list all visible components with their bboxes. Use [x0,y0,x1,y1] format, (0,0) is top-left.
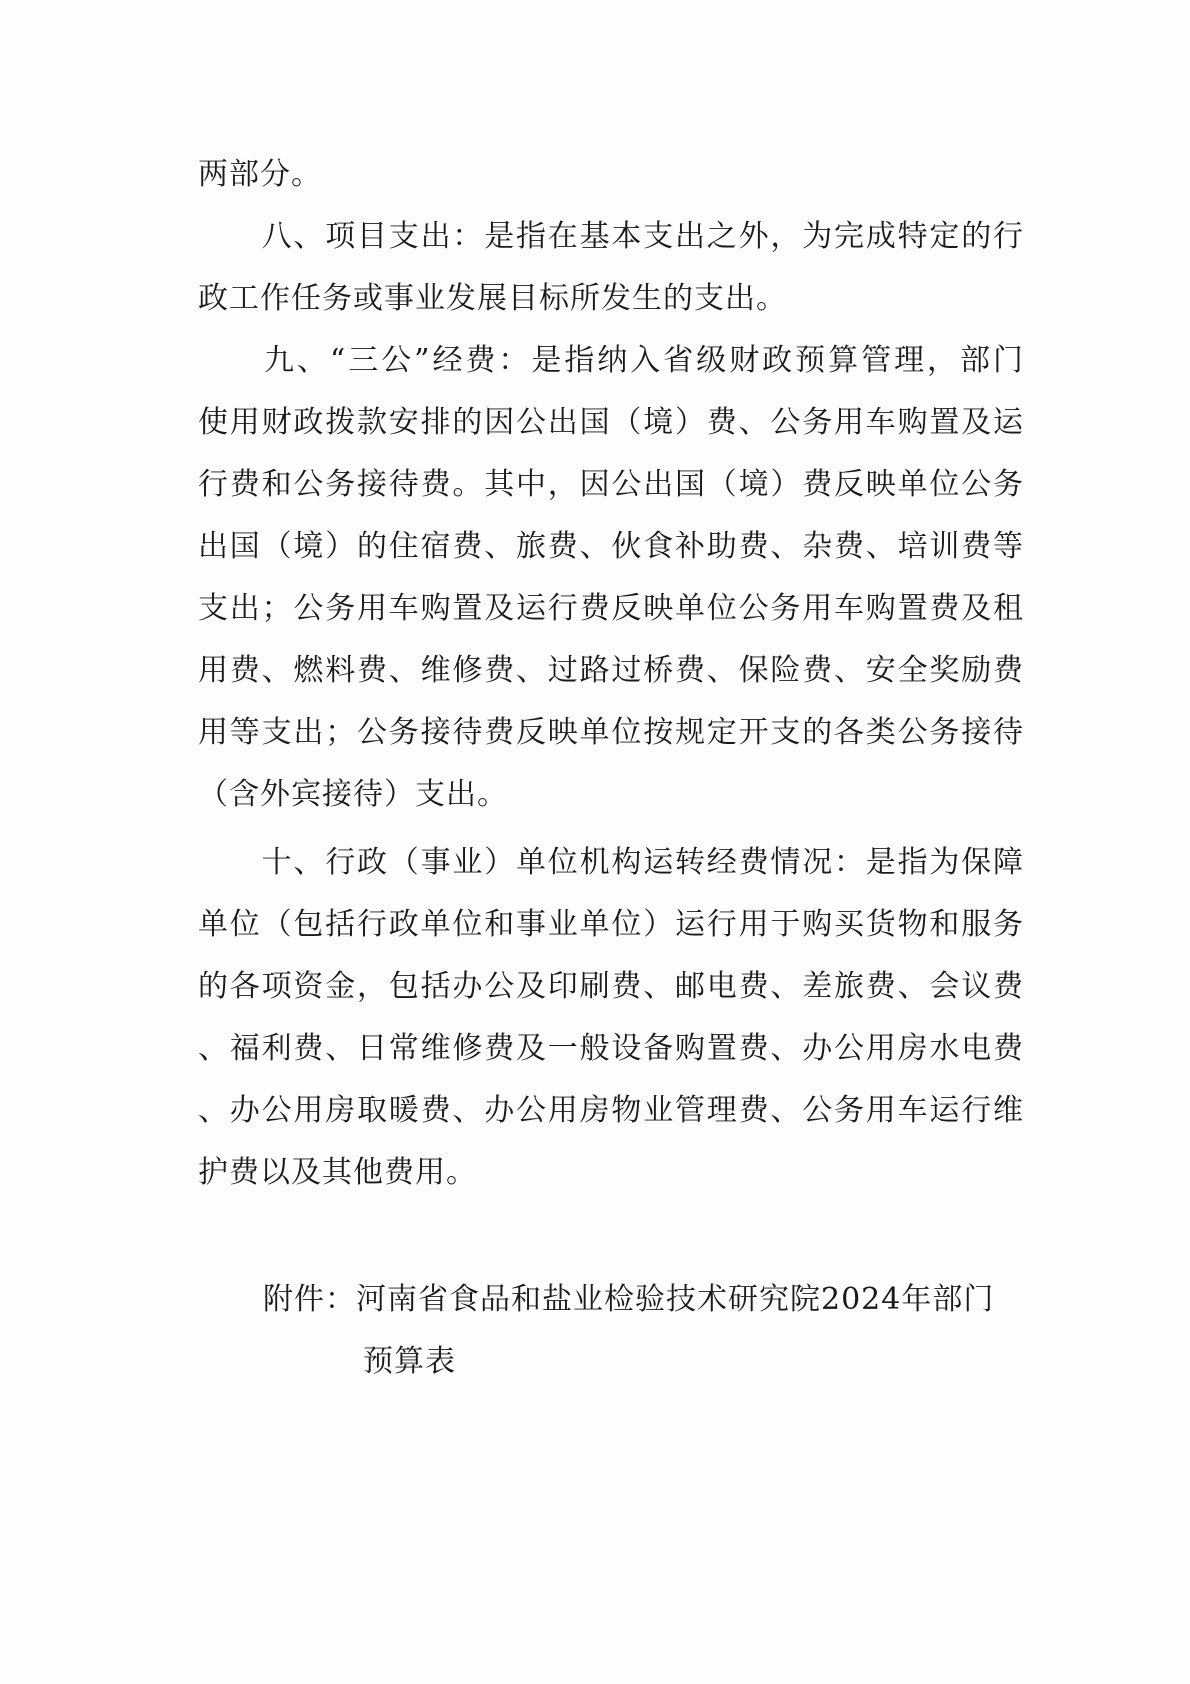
body-text-line: 单位（包括行政单位和事业单位）运行用于购买货物和服务 [198,907,1024,942]
body-text-line: 出国（境）的住宿费、旅费、伙食补助费、杂费、培训费等 [198,529,1024,564]
attachment-title: 附件：河南省食品和盐业检验技术研究院2024年部门 [263,1282,995,1317]
body-text-line: 、办公用房取暖费、办公用房物业管理费、公务用车运行维 [198,1093,1024,1128]
body-text-line: 两部分。 [198,157,322,192]
attachment-title-continued: 预算表 [363,1344,456,1379]
body-text-line: 护费以及其他费用。 [198,1155,477,1190]
body-text-line: 的各项资金，包括办公及印刷费、邮电费、差旅费、会议费 [198,969,1024,1004]
body-text-line: 九、“三公”经费：是指纳入省级财政预算管理，部门 [198,343,1024,378]
body-text-line: 用等支出；公务接待费反映单位按规定开支的各类公务接待 [198,715,1024,750]
body-text-line: 八、项目支出：是指在基本支出之外，为完成特定的行 [198,219,1024,254]
body-text-line: （含外宾接待）支出。 [198,777,508,812]
body-text-line: 政工作任务或事业发展目标所发生的支出。 [198,281,787,316]
body-text-line: 支出；公务用车购置及运行费反映单位公务用车购置费及租 [198,591,1024,626]
body-text-line: 使用财政拨款安排的因公出国（境）费、公务用车购置及运 [198,405,1024,440]
body-text-line: 行费和公务接待费。其中，因公出国（境）费反映单位公务 [198,467,1024,502]
body-text-line: 用费、燃料费、维修费、过路过桥费、保险费、安全奖励费 [198,653,1024,688]
body-text-line: 十、行政（事业）单位机构运转经费情况：是指为保障 [198,845,1024,880]
body-text-line: 、福利费、日常维修费及一般设备购置费、办公用房水电费 [198,1031,1024,1066]
